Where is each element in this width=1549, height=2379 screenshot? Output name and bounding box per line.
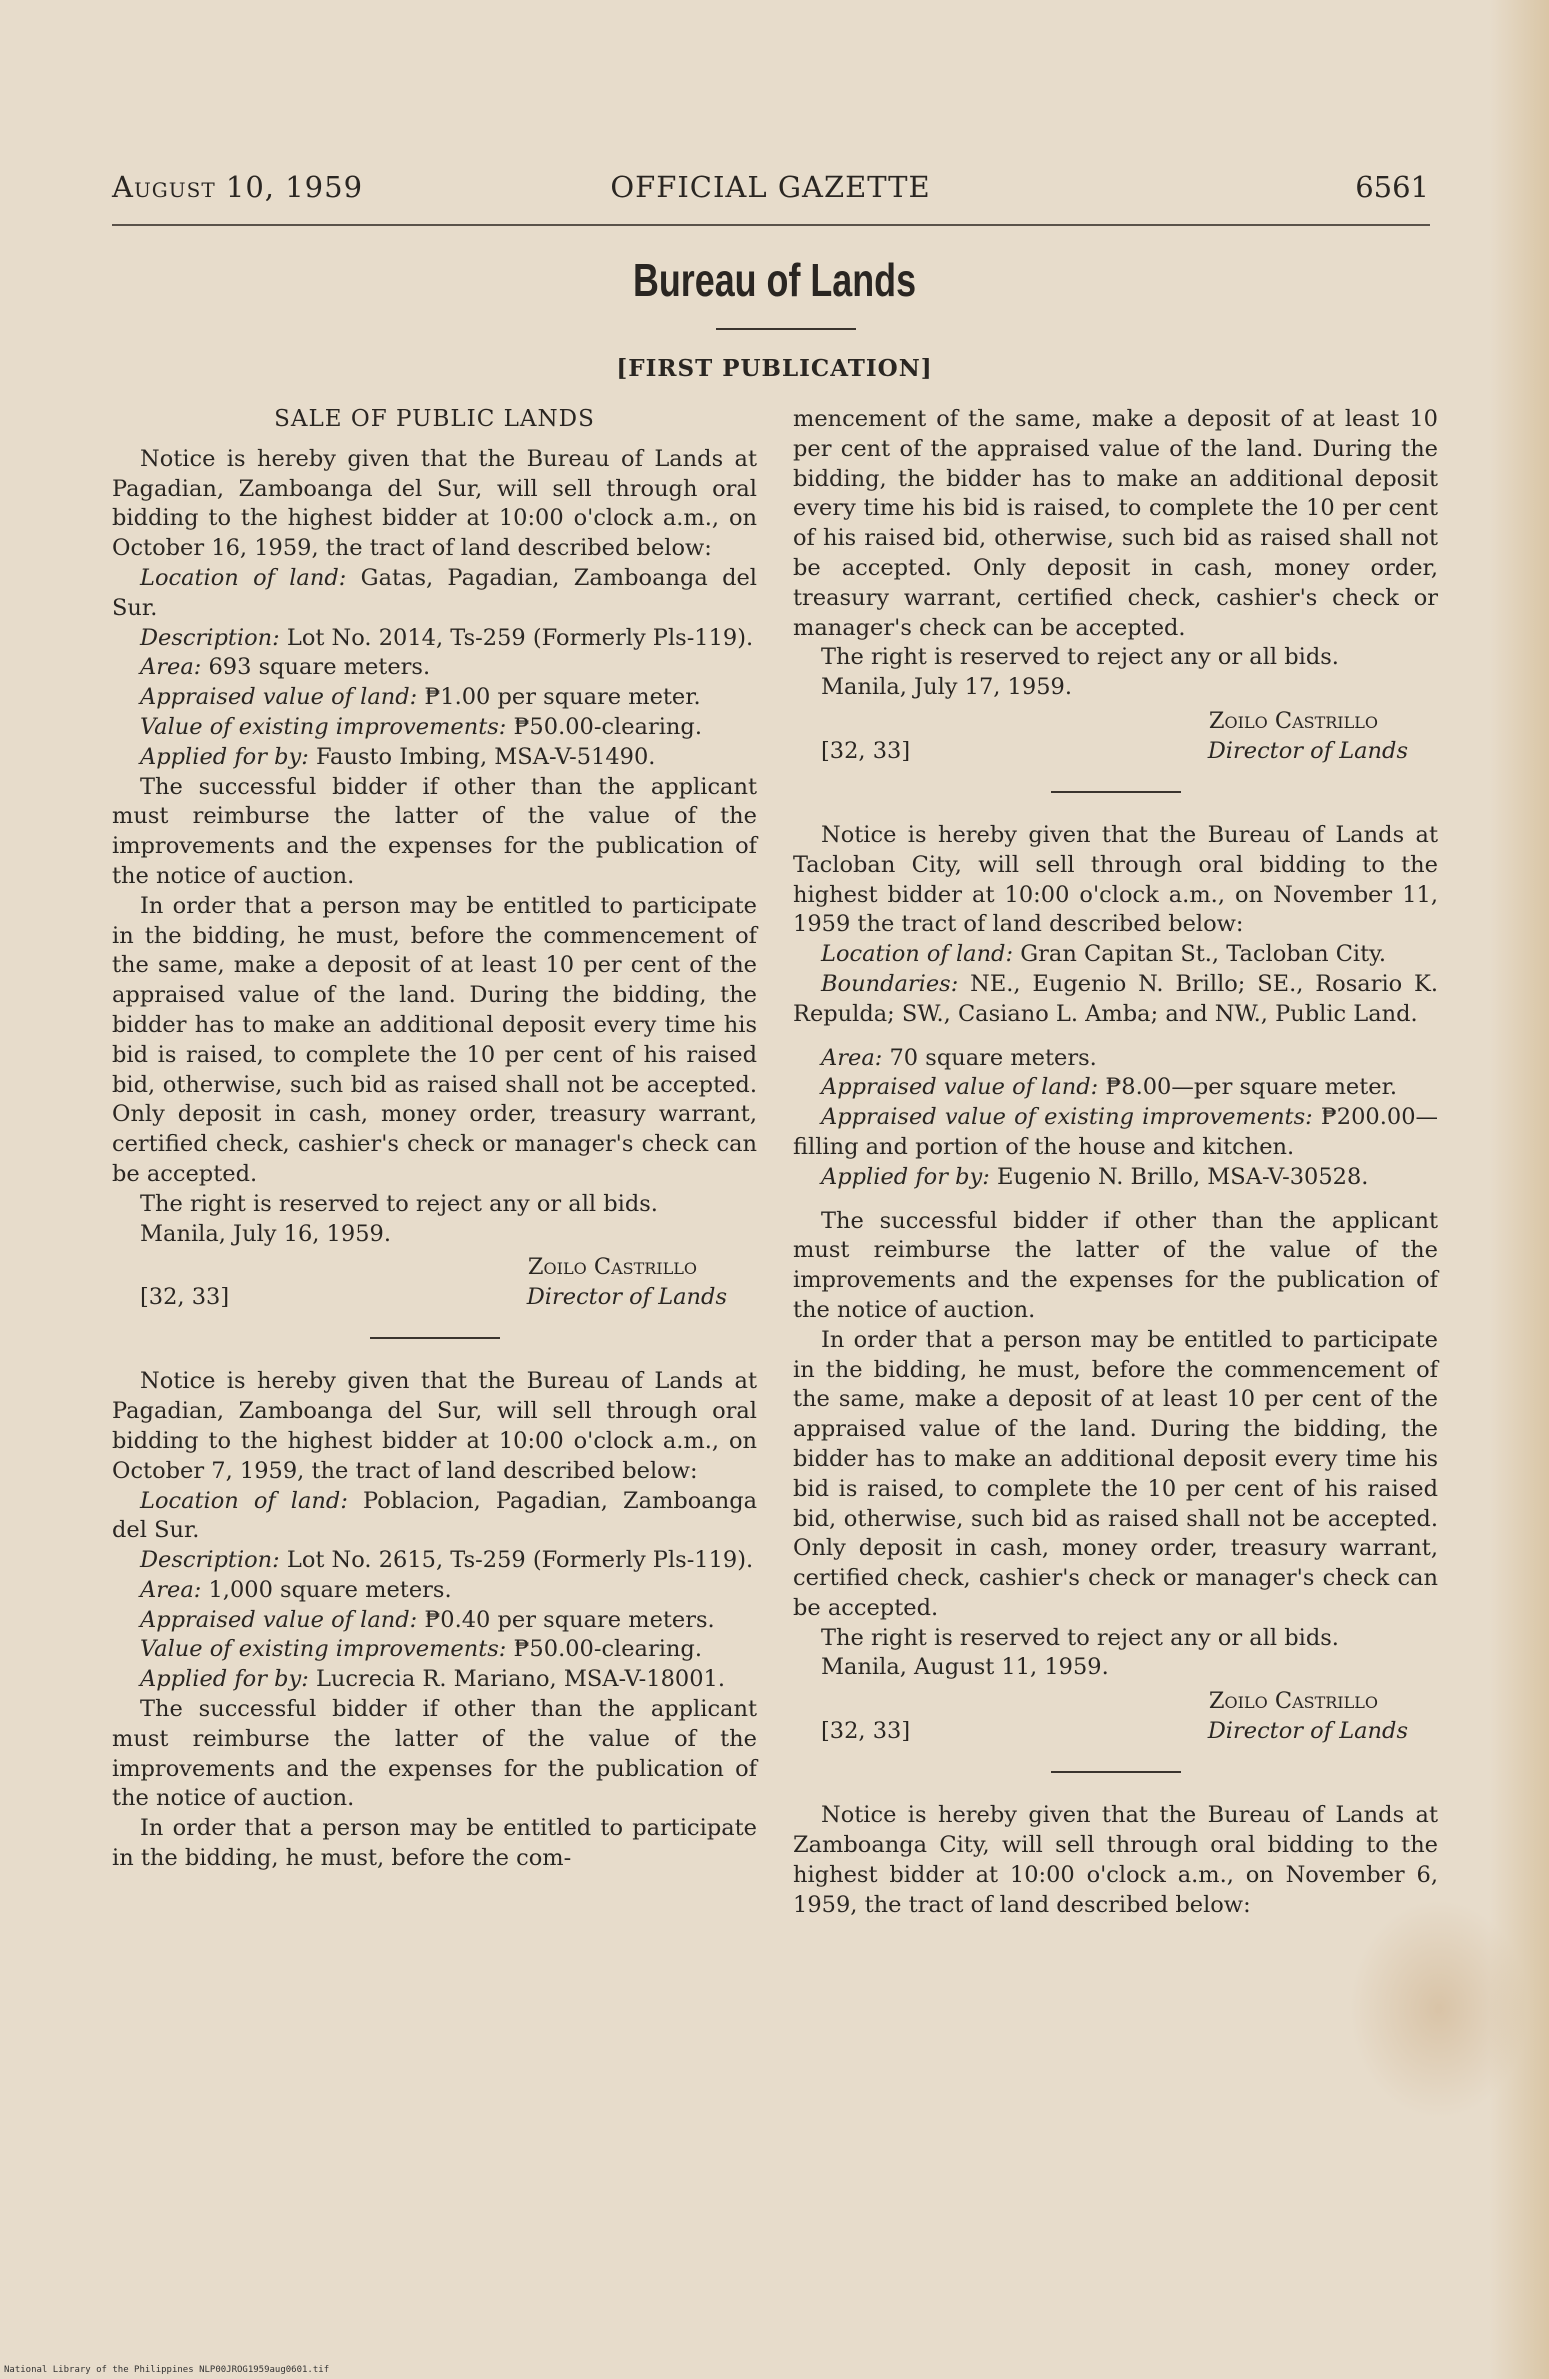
- applicant-line: [112, 743, 757, 773]
- right-column: [793, 405, 1438, 1920]
- applicant-label: Applied for by:: [140, 1666, 309, 1693]
- appraised-value: ₱1.00 per square meter.: [424, 684, 701, 711]
- improvements-label: Value of existing improvements:: [140, 1636, 507, 1663]
- location-line: [112, 564, 757, 624]
- publication-tag: [FIRST PUBLICATION]: [616, 355, 933, 382]
- deposit-paragraph: In order that a person may be entitled to participate in the bidding, he must, before the com-: [112, 1815, 757, 1872]
- improvements-value: ₱50.00-clearing.: [513, 713, 702, 740]
- appraised-value: ₱8.00—per square meter.: [1105, 1074, 1398, 1101]
- area-line: [112, 1576, 757, 1606]
- description-value: Lot No. 2014, Ts-259 (Formerly Pls-119).: [286, 624, 754, 651]
- description-label: Description:: [140, 1547, 280, 1574]
- rights-paragraph: The right is reserved to reject any or all bids.: [821, 1624, 1339, 1651]
- page-stain: [1349, 1899, 1529, 2119]
- signatory-name: Zoilo Castrillo: [527, 1254, 697, 1281]
- notice-divider: [1051, 1771, 1181, 1773]
- applicant-line: [793, 1163, 1438, 1193]
- notice-intro: Notice is hereby given that the Bureau of Lands at Pagadian, Zamboanga del Sur, will sell through oral bidding to the highest bidder at 10:00 o'clock a.m., on October 7, 1959, the tract of land described below:: [112, 1368, 757, 1484]
- location-value: Gatas, Pagadian, Zamboanga del Sur.: [112, 564, 757, 621]
- issue-reference: [32, 33]: [821, 737, 911, 764]
- location-value: Poblacion, Pagadian, Zamboanga del Sur.: [112, 1487, 758, 1544]
- applicant-line: [112, 1665, 757, 1695]
- location-line: [793, 940, 1438, 970]
- running-head: [112, 170, 1429, 210]
- improvements-line: [793, 1103, 1438, 1163]
- dateline: Manila, July 17, 1959.: [821, 674, 1072, 701]
- signature-block: [112, 1253, 757, 1313]
- applicant-value: Fausto Imbing, MSA-V-51490.: [315, 743, 656, 770]
- improvements-value: ₱200.00—filling and portion of the house and kitchen.: [793, 1104, 1439, 1160]
- location-label: Location of land:: [821, 941, 1014, 968]
- deposit-continuation: mencement of the same, make a deposit of at least 10 per cent of the appraised value of the land. During the bidding, the bidder has to make an additional deposit every time his bid is raised, to complete the 10 per cent of his raised bid, otherwise, such bid as raised shall not be accepted. Only deposit in cash, money order, treasury warrant, certified check, cashier's check or manager's check can be accepted.: [793, 406, 1438, 641]
- appraised-line: [793, 1073, 1438, 1103]
- applicant-label: Applied for by:: [821, 1163, 990, 1190]
- signatory-title: Director of Lands: [1207, 1718, 1408, 1745]
- issue-reference: [32, 33]: [140, 1284, 230, 1311]
- appraised-label: Appraised value of land:: [140, 1606, 418, 1633]
- notice-divider: [1051, 791, 1181, 793]
- issue-date: August 10, 1959: [112, 170, 364, 204]
- issue-reference: [32, 33]: [821, 1718, 911, 1745]
- deposit-paragraph: In order that a person may be entitled to participate in the bidding, he must, before the commencement of the same, make a deposit of at least 10 per cent of the appraised value of the land. During the bidding, the bidder has to make an additional deposit every time his bid is raised, to complete the 10 per cent of his raised bid, otherwise, such bid as raised shall not be accepted. Only deposit in cash, money order, treasury warrant, certified check, cashier's check or manager's check can be accepted.: [793, 1326, 1438, 1621]
- appraised-value: ₱0.40 per square meters.: [424, 1606, 715, 1633]
- description-line: [112, 1546, 757, 1576]
- area-value: 70 square meters.: [889, 1044, 1097, 1071]
- reimburse-paragraph: The successful bidder if other than the applicant must reimburse the latter of the value of the improvements and the expenses for the publication of the notice of auction.: [793, 1207, 1438, 1323]
- area-value: 1,000 square meters.: [208, 1576, 452, 1603]
- description-label: Description:: [140, 624, 280, 651]
- appraised-label: Appraised value of land:: [140, 684, 418, 711]
- notice-divider: [370, 1337, 500, 1339]
- location-value: Gran Capitan St., Tacloban City.: [1020, 941, 1387, 968]
- title-rule: [716, 328, 856, 330]
- notice-intro: Notice is hereby given that the Bureau of Lands at Zamboanga City, will sell through oral bidding to the highest bidder at 10:00 o'clock a.m., on November 6, 1959, the tract of land described below:: [793, 1802, 1438, 1918]
- appraised-line: [112, 1606, 757, 1636]
- location-line: [112, 1487, 757, 1547]
- appraised-label: Appraised value of land:: [821, 1074, 1099, 1101]
- signatory-name: Zoilo Castrillo: [1208, 1688, 1378, 1715]
- improvements-line: [112, 713, 757, 743]
- reimburse-paragraph: The successful bidder if other than the applicant must reimburse the latter of the value of the improvements and the expenses for the publication of the notice of auction.: [112, 1696, 757, 1812]
- notice-intro: Notice is hereby given that the Bureau of Lands at Pagadian, Zamboanga del Sur, will sell through oral bidding to the highest bidder at 10:00 o'clock a.m., on October 16, 1959, the tract of land described below:: [112, 445, 757, 562]
- left-column: [112, 405, 757, 1874]
- section-title: Bureau of Lands: [632, 254, 917, 306]
- signatory-title: Director of Lands: [526, 1284, 727, 1311]
- rights-paragraph: The right is reserved to reject any or all bids.: [821, 644, 1339, 671]
- applicant-value: Lucrecia R. Mariano, MSA-V-18001.: [315, 1666, 726, 1693]
- area-line: [112, 653, 757, 683]
- location-label: Location of land:: [140, 1487, 348, 1514]
- location-label: Location of land:: [140, 564, 347, 591]
- dateline: Manila, July 16, 1959.: [140, 1220, 391, 1247]
- boundaries-line: [793, 970, 1438, 1030]
- reimburse-paragraph: The successful bidder if other than the applicant must reimburse the latter of the value of the improvements and the expenses for the publication of the notice of auction.: [112, 773, 757, 889]
- area-label: Area:: [140, 654, 202, 681]
- applicant-label: Applied for by:: [140, 743, 309, 770]
- boundaries-value: NE., Eugenio N. Brillo; SE., Rosario K. Repulda; SW., Casiano L. Amba; and NW., Public Land.: [793, 970, 1438, 1027]
- signatory-name: Zoilo Castrillo: [1208, 707, 1378, 734]
- page-number: 6561: [1355, 170, 1429, 204]
- notice-intro: Notice is hereby given that the Bureau of Lands at Tacloban City, will sell through oral bidding to the highest bidder at 10:00 o'clock a.m., on November 11, 1959 the tract of land described below:: [793, 821, 1438, 938]
- improvements-label: Value of existing improvements:: [140, 713, 507, 740]
- signature-block: [793, 1687, 1438, 1747]
- boundaries-label: Boundaries:: [821, 970, 959, 997]
- dateline: Manila, August 11, 1959.: [821, 1654, 1109, 1681]
- area-line: [793, 1044, 1438, 1074]
- improvements-value: ₱50.00-clearing.: [513, 1636, 702, 1663]
- area-value: 693 square meters.: [208, 654, 431, 681]
- scan-credit: National Library of the Philippines NLP00JROG1959aug0601.tif: [4, 2365, 330, 2375]
- improvements-label: Appraised value of existing improvements:: [821, 1104, 1313, 1131]
- improvements-line: [112, 1635, 757, 1665]
- applicant-value: Eugenio N. Brillo, MSA-V-30528.: [996, 1163, 1369, 1190]
- description-line: [112, 624, 757, 654]
- appraised-line: [112, 683, 757, 713]
- rights-paragraph: The right is reserved to reject any or all bids.: [140, 1190, 658, 1217]
- description-value: Lot No. 2615, Ts-259 (Formerly Pls-119).: [286, 1547, 754, 1574]
- signature-block: [793, 707, 1438, 767]
- header-rule: [112, 224, 1430, 226]
- area-label: Area:: [821, 1044, 883, 1071]
- publication-name: OFFICIAL GAZETTE: [610, 170, 931, 204]
- signatory-title: Director of Lands: [1207, 737, 1408, 764]
- notice-subhead: SALE OF PUBLIC LANDS: [274, 406, 595, 432]
- deposit-paragraph: In order that a person may be entitled to participate in the bidding, he must, before the commencement of the same, make a deposit of at least 10 per cent of the appraised value of the land. During the bidding, the bidder has to make an additional deposit every time his bid is raised, to complete the 10 per cent of his raised bid, otherwise, such bid as raised shall not be accepted. Only deposit in cash, money order, treasury warrant, certified check, cashier's check or manager's check can be accepted.: [112, 892, 757, 1187]
- area-label: Area:: [140, 1576, 202, 1603]
